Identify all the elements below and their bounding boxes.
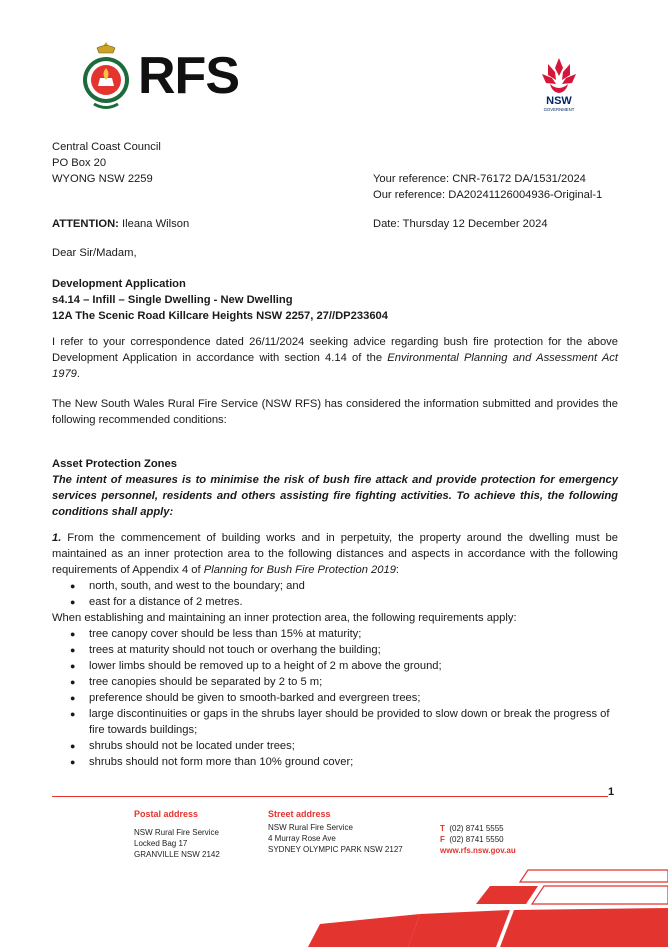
requirements-list <box>52 626 618 770</box>
attention-line <box>52 216 189 232</box>
list-item: ● lower limbs should be removed up to a height of 2 m above the ground; <box>52 658 618 674</box>
letter-date: Date: Thursday 12 December 2024 <box>373 218 548 230</box>
ipa-intro: When establishing and maintaining an inner protection area, the following requirements apply: <box>52 612 517 624</box>
phone-line <box>440 823 516 834</box>
postal-heading: Postal address <box>134 809 199 819</box>
list-item: ● shrubs should not form more than 10% ground cover; <box>52 754 618 770</box>
recipient-line: PO Box 20 <box>52 157 107 169</box>
publication-title: Planning for Bush Fire Protection 2019 <box>203 564 396 576</box>
subject-line: Development Application <box>52 278 186 290</box>
nsw-government-label: GOVERNMENT <box>543 107 575 112</box>
footer-swoosh-graphic <box>300 868 668 947</box>
subject-line: 12A The Scenic Road Killcare Heights NSW 2257, 27//DP233604 <box>52 310 388 322</box>
street-line: SYDNEY OLYMPIC PARK NSW 2127 <box>268 845 403 854</box>
fax-number: (02) 8741 5550 <box>449 835 504 844</box>
condition-number: 1. <box>52 532 62 544</box>
street-lines <box>268 822 403 855</box>
recipient-line: Central Coast Council <box>52 141 161 153</box>
nsw-government-logo <box>538 56 580 116</box>
street-line: 4 Murray Rose Ave <box>268 834 336 843</box>
footer-divider <box>52 796 608 797</box>
condition-text: From the commencement of building works and in perpetuity, the property around the dwelling must be maintained as an inner protection area to the following distances and aspects in accordance with the following requirements of Appendix 4 of <box>52 532 618 576</box>
intro-text: I refer to your correspondence dated 26/11/2024 seeking advice regarding bush fire protection for the above Development Application in accordance with section 4.14 of the <box>52 336 618 364</box>
rfs-logo <box>80 40 260 114</box>
section-intent: The intent of measures is to minimise the risk of bush fire attack and provide protection for emergency services personnel, residents and others assisting fire fighting activities. To achieve this, the following conditions shall apply: <box>52 474 618 518</box>
list-item: ● preference should be given to smooth-barked and evergreen trees; <box>52 690 618 706</box>
postal-line: NSW Rural Fire Service <box>134 828 219 837</box>
fax-label: F <box>440 835 445 844</box>
our-reference: Our reference: DA20241126004936-Original-1 <box>373 189 603 201</box>
postal-lines <box>134 827 220 860</box>
intro-paragraph <box>52 334 618 382</box>
section-heading: Asset Protection Zones <box>52 458 177 470</box>
phone-label: T <box>440 824 445 833</box>
list-item: ● north, south, and west to the boundary; and <box>52 578 618 594</box>
condition-end: : <box>395 564 400 576</box>
your-reference: Your reference: CNR-76172 DA/1531/2024 <box>373 173 586 185</box>
postal-line: GRANVILLE NSW 2142 <box>134 850 220 859</box>
subject-block <box>52 276 388 324</box>
list-item: ● trees at maturity should not touch or overhang the building; <box>52 642 618 658</box>
street-heading: Street address <box>268 809 331 819</box>
assessment-paragraph: The New South Wales Rural Fire Service (NSW RFS) has considered the information submitted and provides the following recommended conditions: <box>52 398 618 426</box>
salutation: Dear Sir/Madam, <box>52 247 137 259</box>
attention-name: Ileana Wilson <box>118 218 190 230</box>
street-line: NSW Rural Fire Service <box>268 823 353 832</box>
waratah-icon <box>538 56 580 116</box>
recipient-address <box>52 139 161 187</box>
condition-1 <box>52 530 618 578</box>
attention-label: ATTENTION: <box>52 218 119 230</box>
nsw-wordmark: NSW <box>546 95 572 107</box>
subject-line: s4.14 – Infill – Single Dwelling - New Dwelling <box>52 294 293 306</box>
page-number: 1 <box>608 786 615 798</box>
recipient-line: WYONG NSW 2259 <box>52 173 153 185</box>
fax-line <box>440 834 516 845</box>
distance-list <box>52 578 618 610</box>
postal-line: Locked Bag 17 <box>134 839 188 848</box>
website-link[interactable]: www.rfs.nsw.gov.au <box>440 846 516 855</box>
act-title: Environmental Planning and Assessment Act 1979 <box>52 352 618 380</box>
reference-block <box>373 171 602 203</box>
list-item: ● large discontinuities or gaps in the shrubs layer should be provided to slow down or break the progress of fire towards buildings; <box>52 706 618 738</box>
list-item: ● tree canopy cover should be less than 15% at maturity; <box>52 626 618 642</box>
list-item: ● tree canopies should be separated by 2 to 5 m; <box>52 674 618 690</box>
street-address <box>268 809 403 855</box>
rfs-wordmark: RFS <box>138 47 239 105</box>
phone-number: (02) 8741 5555 <box>449 824 504 833</box>
contact-block <box>440 823 516 856</box>
list-item: ● shrubs should not be located under trees; <box>52 738 618 754</box>
rfs-emblem-icon <box>80 40 132 112</box>
postal-address <box>134 809 220 860</box>
list-item: ● east for a distance of 2 metres. <box>52 594 618 610</box>
intro-end: . <box>76 368 80 380</box>
